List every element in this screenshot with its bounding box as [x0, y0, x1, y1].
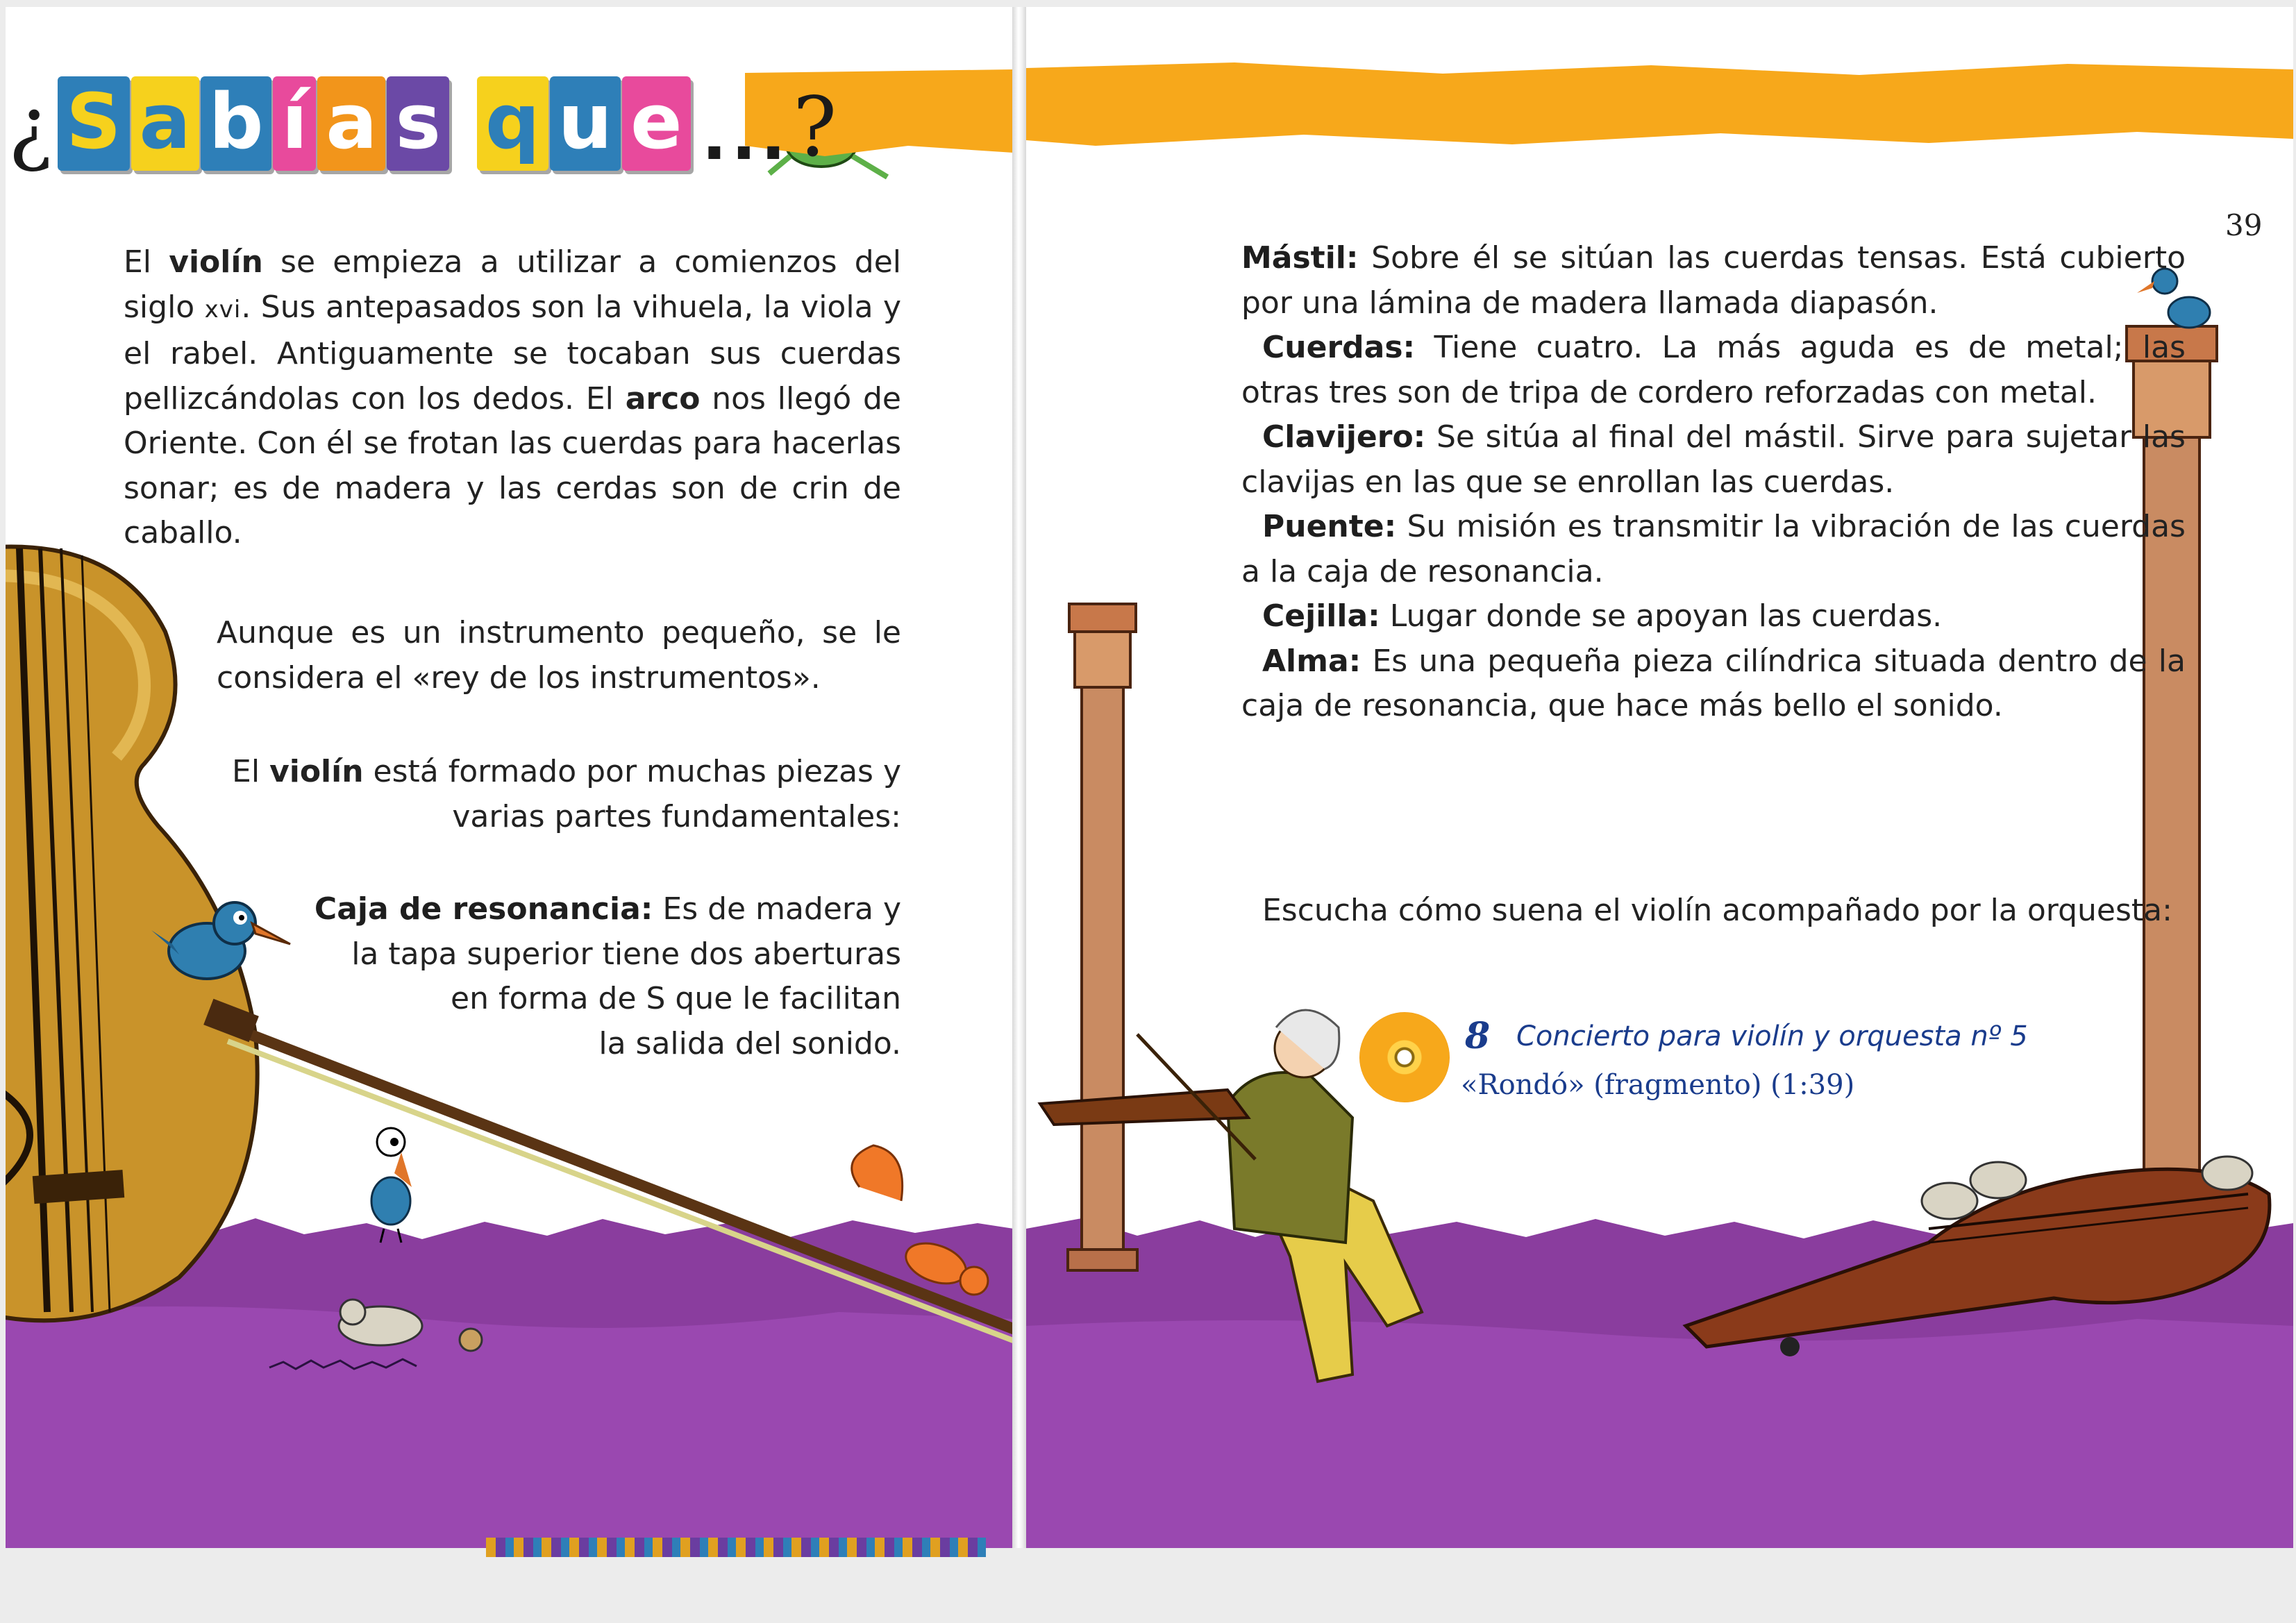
- caja-paragraph: [283, 887, 901, 1066]
- title-letter-tile: S: [58, 76, 129, 171]
- part-text: Lugar donde se apoyan las cuerdas.: [1389, 598, 1943, 634]
- title-letter-tile: s: [387, 76, 449, 171]
- title-letter-tile: e: [622, 76, 691, 171]
- king-paragraph: Aunque es un instrumento pequeño, se le considera el «rey de los instrumentos».: [217, 615, 901, 696]
- part-entry: [1241, 415, 2186, 505]
- part-entry: [1241, 639, 2186, 729]
- right-page: [1026, 7, 2293, 1548]
- bottom-edge-strip: [486, 1538, 986, 1557]
- intro-term-violin: violín: [169, 244, 263, 280]
- track-subtitle: «Rondó» (fragmento) (1:39): [1461, 1069, 1855, 1101]
- title-letter-tile: q: [477, 76, 548, 171]
- track-title: Concierto para violín y orquesta nº 5: [1516, 1020, 2028, 1052]
- intro-text: nos llegó de Oriente. Con él se frotan las cuerdas para hacerlas sonar; es de madera y las cerdas son de crin de caballo.: [124, 380, 901, 550]
- part-text: Tiene cuatro. La más aguda es de metal; las otras tres son de tripa de cordero reforzadas con metal.: [1241, 330, 2186, 410]
- part-entry: [1241, 505, 2186, 594]
- part-text: Se sitúa al final del mástil. Sirve para sujetar las clavijas en las que se enrollan las cuerdas.: [1241, 419, 2186, 500]
- intro-paragraph: [124, 240, 901, 556]
- part-term: Mástil:: [1241, 240, 1359, 276]
- intro-text: se empieza a utilizar a comienzos del siglo: [124, 244, 901, 325]
- parts-intro-text: El: [232, 754, 260, 789]
- page-number: 39: [2225, 208, 2263, 242]
- caja-term: Caja de resonancia:: [314, 891, 653, 927]
- part-entry: [1241, 326, 2186, 415]
- caja-line: la tapa superior tiene dos aberturas: [351, 936, 901, 972]
- part-term: Clavijero:: [1262, 419, 1426, 455]
- intro-text: . Sus antepasados son la vihuela, la viola y el rabel. Antiguamente se tocaban sus cuerdas pellizcándolas con los dedos. El: [124, 289, 901, 417]
- intro-century: xvi: [204, 295, 242, 323]
- intro-term-arco: arco: [625, 380, 701, 417]
- title-question-open: ¿: [8, 79, 53, 175]
- part-term: Cejilla:: [1262, 598, 1380, 634]
- small-bird-illustration: [371, 1128, 412, 1243]
- parts-intro-paragraph: [228, 750, 901, 839]
- left-page: [6, 7, 1014, 1548]
- parts-intro-term: violín: [269, 754, 364, 789]
- part-term: Puente:: [1262, 509, 1397, 544]
- title-letter-tile: a: [131, 76, 199, 171]
- part-term: Alma:: [1262, 643, 1361, 679]
- part-entry: [1241, 236, 2186, 326]
- part-text: Es una pequeña pieza cilíndrica situada dentro de la caja de resonancia, que hace más bello el sonido.: [1241, 643, 2186, 723]
- title-letter-tile: a: [317, 76, 385, 171]
- book-gutter: [1012, 7, 1028, 1548]
- title-letter-tile: í: [273, 76, 316, 171]
- purple-ground-left-band: [6, 1306, 1014, 1548]
- part-text: Su misión es transmitir la vibración de las cuerdas a la caja de resonancia.: [1241, 509, 2186, 589]
- title-question-close: ?: [793, 79, 837, 175]
- caja-line: Es de madera y: [662, 891, 901, 927]
- part-entry: [1241, 594, 2186, 639]
- title-letter-tile: b: [201, 76, 272, 171]
- track-number: 8: [1465, 1015, 1491, 1057]
- caja-line: en forma de S que le facilitan: [451, 981, 901, 1016]
- audio-track-reference: [1359, 1005, 2054, 1116]
- parts-list: [1241, 236, 2186, 729]
- part-term: Cuerdas:: [1262, 330, 1416, 365]
- page-title: [6, 76, 842, 194]
- stone-column-left: [1068, 604, 1137, 1270]
- orange-strip-right: [1026, 62, 2293, 146]
- caja-line: la salida del sonido.: [598, 1025, 901, 1061]
- intro-text: El: [124, 244, 152, 280]
- parts-intro-text: está formado por muchas piezas y varias partes fundamentales:: [373, 754, 901, 834]
- title-letter-tile: u: [550, 76, 621, 171]
- cd-icon: [1359, 1012, 1450, 1102]
- listen-paragraph: Escucha cómo suena el violín acompañado por la orquesta:: [1262, 893, 2172, 928]
- purple-ground-right-band: [1026, 1319, 2293, 1548]
- part-text: Sobre él se sitúan las cuerdas tensas. Está cubierto por una lámina de madera llamada diapasón.: [1241, 240, 2186, 321]
- title-dots: ...: [701, 97, 790, 175]
